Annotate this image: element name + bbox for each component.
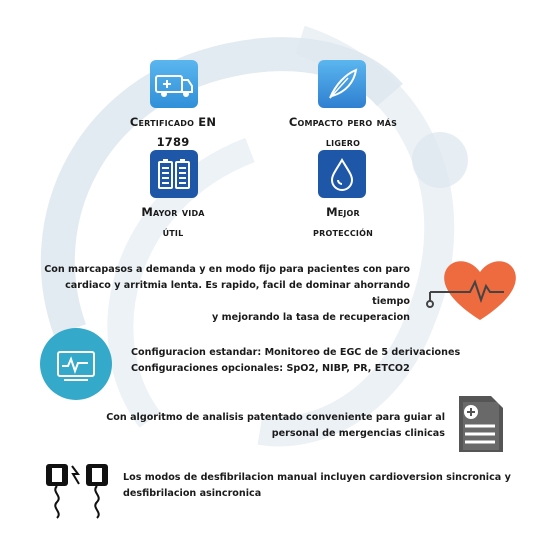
feature-label: Mayor vida útil [141, 205, 205, 239]
monitor-icon [40, 328, 112, 400]
monitoring-description: Configuracion estandar: Monitoreo de EGC de 5 derivaciones Configuraciones opcionales: SpO2, NIBP, PR, ETCO2 [131, 347, 461, 374]
heart-ecg-icon [418, 252, 522, 324]
defibrillator-paddles-icon [44, 460, 110, 520]
medical-report-icon [455, 392, 507, 456]
feature-label: Mejor protección [313, 205, 373, 239]
algorithm-description: Con algoritmo de analisis patentado conveniente para guiar al personal de mergencias clinicas [106, 412, 445, 439]
ambulance-icon [150, 60, 198, 108]
water-drop-icon [318, 150, 366, 198]
feature-label: Certificado EN 1789 [129, 115, 217, 149]
pacing-description: Con marcapasos a demanda y en modo fijo para pacientes con paro cardiaco y arritmia lenta. Es rapido, facil de dominar ahorrando tiempo y mejorando la tasa de recuperacion [44, 264, 410, 323]
defibrillation-description: Los modos de desfibrilacion manual incluyen cardioversion sincronica y desfibrilacion asincronica [123, 472, 511, 499]
battery-icon [150, 150, 198, 198]
feather-icon [318, 60, 366, 108]
feature-label: Compacto pero más ligero [288, 115, 398, 149]
